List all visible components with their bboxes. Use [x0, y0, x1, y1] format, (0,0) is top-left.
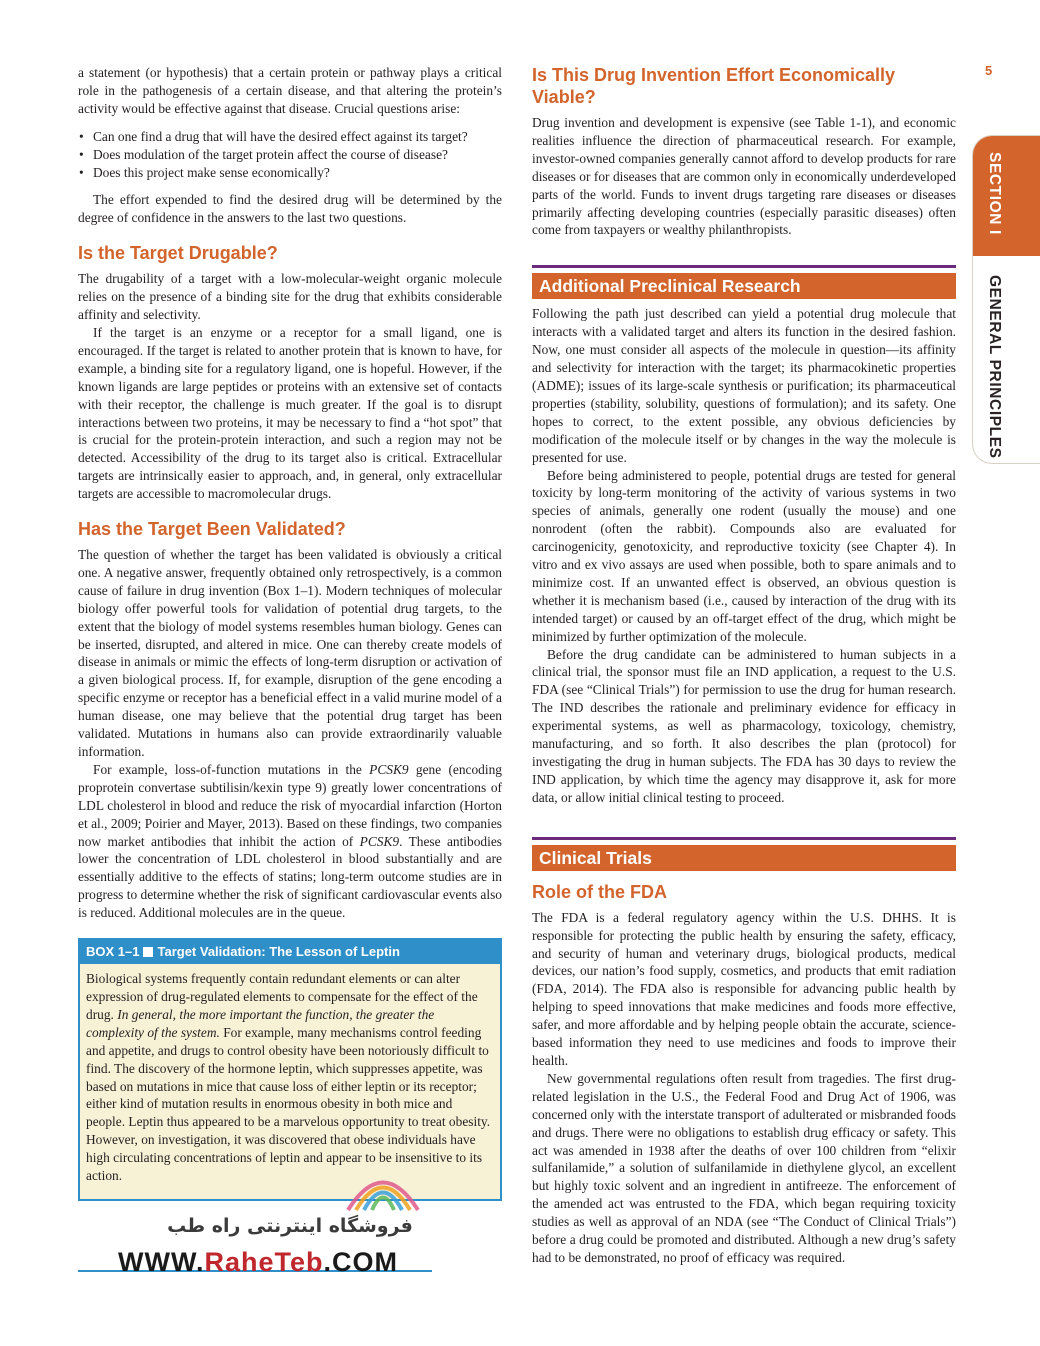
box-body	[80, 964, 500, 1199]
right-column	[532, 64, 956, 1267]
preclinical-paragraph-3: Before the drug candidate can be administered to human subjects in a clinical trial, the sponsor must file an IND application, a request to the U.S. FDA (see “Clinical Trials”) for permission to use the drug for human research. The IND describes the rationale and preliminary evidence for efficacy in experimental systems, as well as pharmacology, toxicology, chemistry, manufacturing, and so forth. It also describes the plan (protocol) for investigating the drug in human subjects. The FDA has 30 days to review the IND application, by which time the agency may disapprove it, ask for more data, or allow initial clinical testing to proceed.	[532, 646, 956, 805]
page-number: 5	[985, 63, 993, 78]
fda-paragraph-2: New governmental regulations often result from tragedies. The first drug-related legislation in the U.S., the Federal Food and Drug Act of 1906, was concerned only with the interstate transport of adulterated or misbranded foods and drugs. There were no obligations to establish drug efficacy or safety. This act was amended in 1938 after the deaths of over 100 children from “elixir sulfanilamide,” a solution of sulfanilamide in diethylene glycol, an excellent but highly toxic solvent and an ingredient in antifreeze. The enforcement of the amended act was entrusted to the FDA, which began requiring toxicity studies as well as approval of an NDA (see “The Conduct of Clinical Trials”) before a drug could be promoted and distributed. Although a new drug’s safety had to be demonstrated, no proof of efficacy was required.	[532, 1070, 956, 1265]
left-column	[78, 64, 502, 1201]
validated-paragraph-1: The question of whether the target has been validated is obviously a critical one. A negative answer, frequently obtained only retrospectively, is a common cause of failure in drug invention (Box 1–1). Modern techniques of molecular biology offer powerful tools for validation of potential drug targets, to the extent that the biology of model systems resembles human biology. Genes can be inserted, disrupted, and altered in mice. One can thereby create models of disease in animals or mimic the effects of long-term disruption or activation of a given biological process. If, for example, disruption of the gene encoding a specific enzyme or receptor has a beneficial effect in a valid murine model of a human disease, one may believe that the potential drug target has been validated. Mutations in humans also can provide extraordinarily valuable information.	[78, 547, 502, 759]
box-1-1	[78, 938, 502, 1201]
side-tab-title: GENERAL PRINCIPLES	[986, 274, 1003, 459]
drugable-paragraph-1: The drugability of a target with a low-molecular-weight organic molecule relies on the presence of a binding site for the drug that exhibits considerable affinity and selectivity.	[78, 271, 502, 323]
question-list	[78, 128, 502, 182]
side-tab-section: SECTION I	[986, 152, 1003, 235]
drugable-paragraph-2: If the target is an enzyme or a receptor for a small ligand, one is encouraged. If the target is related to another protein that is known to have, for example, a binding site for a regulatory ligand, one is hopeful. However, if the known ligands are large peptides or proteins with an extensive set of contacts with their receptor, the challenge is much greater. If the goal is to disrupt interactions between two proteins, it may be necessary to find a “hot spot” that is crucial for the protein-protein interaction, and such a region may not be detected. Accessibility of the drug to its target also is critical. Extracellular targets are intrinsically easier to approach, and, in general, only extracellular targets are accessible to macromolecular drugs.	[78, 324, 502, 502]
gene-name: PCSK9	[359, 833, 400, 849]
list-item: • Does modulation of the target protein affect the course of disease?	[78, 146, 502, 164]
watermark-persian: فروشگاه اینترنتی راه طب	[167, 1215, 413, 1237]
band-preclinical-research: Additional Preclinical Research	[532, 273, 956, 299]
intro-tail-paragraph: The effort expended to find the desired drug will be determined by the degree of confidence in the answers to the last two questions.	[78, 192, 502, 226]
list-item: • Does this project make sense economically?	[78, 164, 502, 182]
band-clinical-trials: Clinical Trials	[532, 845, 956, 871]
section-side-tab	[972, 135, 1040, 464]
watermark-logo	[338, 1150, 428, 1218]
heading-target-drugable: Is the Target Drugable?	[78, 243, 278, 264]
heading-target-validated: Has the Target Been Validated?	[78, 519, 346, 540]
preclinical-paragraph-2: Before being administered to people, potential drugs are tested for general toxicity by long-term monitoring of the activity of various systems in two species of animals, generally one rodent (usually the mouse) and one nonrodent (often the rabbit). Compounds also are evaluated for carcinogenicity, genotoxicity, and reproductive toxicity (see Chapter 4). In vitro and ex vivo assays are used when possible, both to spare animals and to minimize cost. If an unwanted effect is observed, an obvious question is whether it is mechanism based (i.e., caused by interaction of the drug with its intended target) or caused by an off-target effect of the drug, which might be minimized by further optimization of the molecule.	[532, 467, 956, 644]
box-label: BOX 1–1	[86, 944, 140, 960]
watermark-url: WWW.RaheTeb.COM	[118, 1247, 398, 1277]
intro-paragraph: a statement (or hypothesis) that a certain protein or pathway plays a critical role in the pathogenesis of a certain disease, and that altering the protein’s activity would be effective against that disease. Crucial questions arise:	[78, 65, 502, 116]
section-rule	[532, 265, 956, 273]
preclinical-paragraph-1: Following the path just described can yield a potential drug molecule that interacts with a validated target and alters its function in the desired fashion. Now, one must consider all aspects of the molecule in question—its affinity and selectivity for interaction with the target; its pharmacokinetic properties (ADME); issues of its large-scale synthesis or purification; its pharmaceutical properties (stability, solubility, questions of formulation); and its safety. One hopes to correct, to the extent possible, any obvious deficiencies by modification of the molecule itself or by changes in the way the molecule is presented for use.	[532, 306, 956, 465]
box-title: Target Validation: The Lesson of Leptin	[157, 944, 400, 960]
list-item: • Can one find a drug that will have the desired effect against its target?	[78, 128, 502, 146]
fda-paragraph-1: The FDA is a federal regulatory agency within the U.S. DHHS. It is responsible for protecting the public health by ensuring the safety, efficacy, and security of human and veterinary drugs, biological products, medical devices, our nation’s food supply, cosmetics, and products that emit radiation (FDA, 2014). The FDA also is responsible for advancing public health by helping to speed innovations that make medicines and foods more effective, safer, and more affordable and by helping people obtain the accurate, science-based information they need to use medicines and foods to improve their health.	[532, 909, 956, 1068]
box-paragraph: Biological systems frequently contain redundant elements or can alter expression of drug-regulated elements to compensate for the effect of the drug. In general, the more important the function, the greater the complexity of the system. For example, many mechanisms control feeding and appetite, and drugs to control obesity have been notoriously difficult to find. The discovery of the hormone leptin, which suppresses appetite, was based on mutations in mice that cause loss of either leptin or its receptor; either kind of mutation results in enormous obesity in both mice and people. Leptin thus appeared to be a marvelous opportunity to treat obesity. However, on investigation, it was discovered that obese individuals have high circulating concentrations of leptin and appear to be insensitive to its action.	[86, 971, 491, 1184]
box-header	[80, 940, 500, 964]
box-italic-text: In general, the more important the function, the greater the complexity of the system.	[86, 1006, 435, 1040]
section-rule	[532, 837, 956, 845]
heading-economically-viable: Is This Drug Invention Effort Economically Viable?	[532, 65, 896, 107]
square-icon	[143, 947, 153, 957]
validated-paragraph-2: For example, loss-of-function mutations in the PCSK9 gene (encoding proprotein convertase subtilisin/kexin type 9) greatly lower concentrations of LDL cholesterol in blood and reduce the risk of myocardial infarction (Horton et al., 2009; Poirier and Mayer, 2013). Based on these findings, two companies now market antibodies that inhibit the action of PCSK9. These antibodies lower the concentration of LDL cholesterol in blood substantially and are essentially additive to the effects of statins; long-term outcome studies are in progress to determine whether the risk of significant cardiovascular events also is reduced. Additional molecules are in the queue.	[78, 761, 502, 921]
heading-role-of-fda: Role of the FDA	[532, 881, 667, 902]
side-tab-orange-block	[973, 136, 1040, 256]
gene-name: PCSK9	[369, 761, 409, 777]
economic-paragraph: Drug invention and development is expensive (see Table 1-1), and economic realities influence the direction of pharmaceutical research. For example, investor-owned companies generally cannot afford to develop products for rare diseases or for diseases that are common only in economically underdeveloped parts of the world. Funds to invent drugs targeting rare diseases or diseases primarily affecting developing countries (especially parasitic diseases) often come from taxpayers or wealthy philanthropists.	[532, 115, 956, 238]
